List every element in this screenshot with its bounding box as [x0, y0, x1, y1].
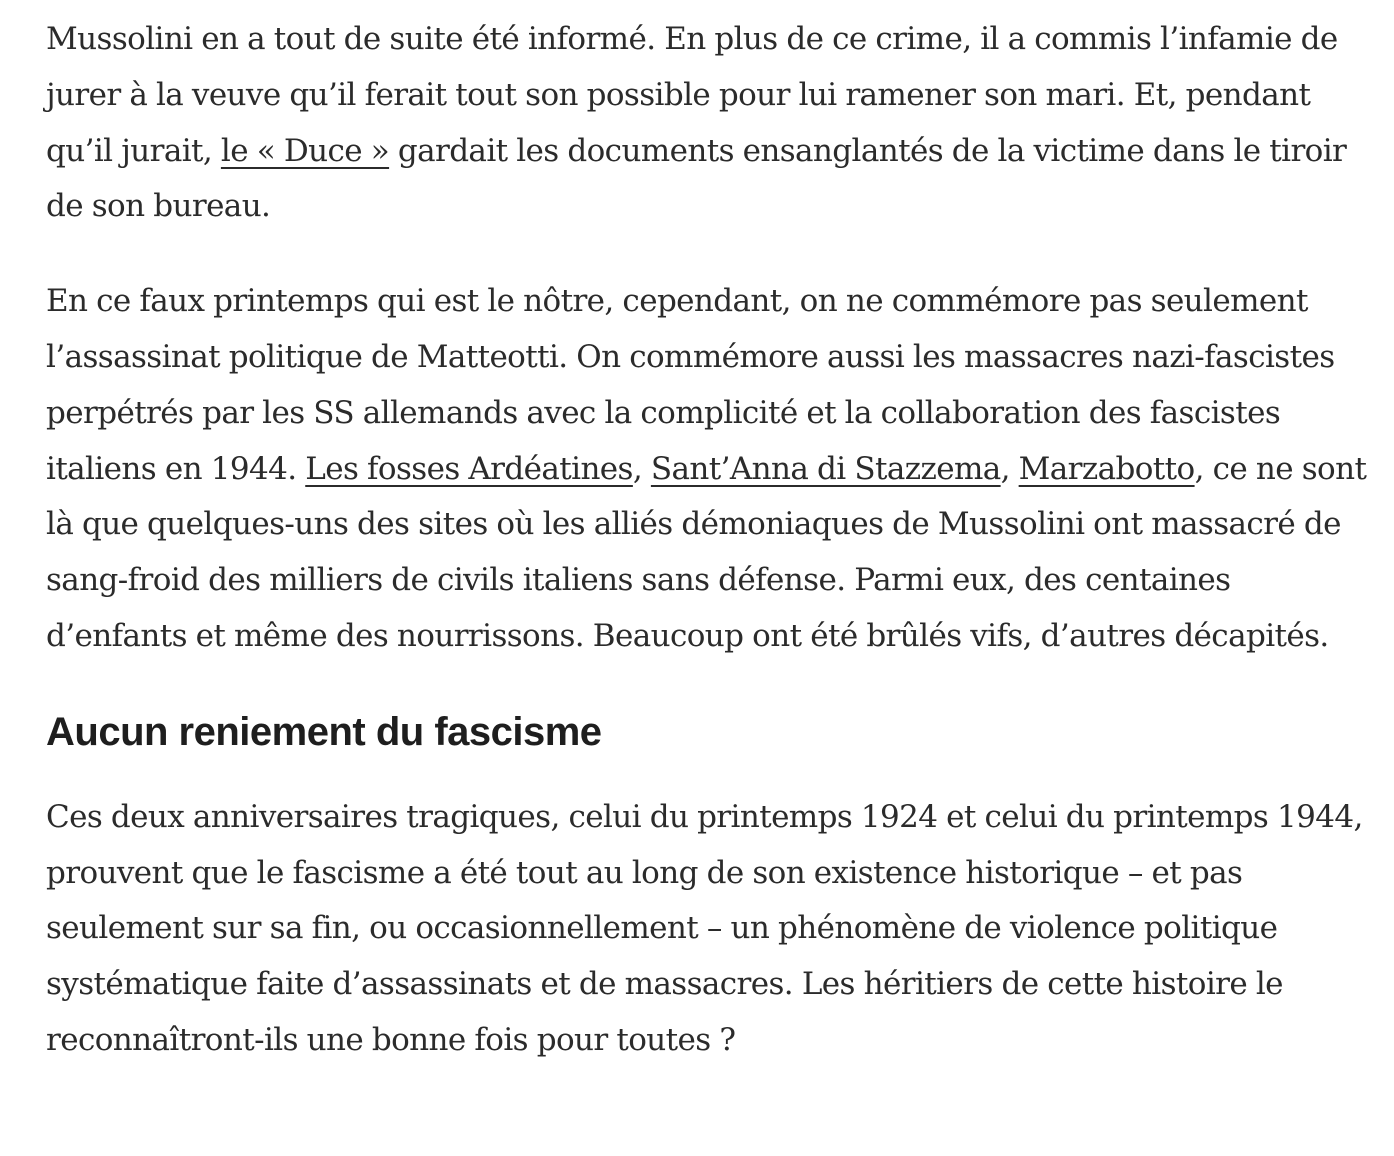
link-santanna-di-stazzema[interactable]: Sant’Anna di Stazzema [650, 450, 1001, 487]
paragraph-3 [46, 790, 1376, 1069]
article-body [46, 12, 1376, 1108]
link-marzabotto[interactable]: Marzabotto [1018, 450, 1195, 487]
separator: , [1000, 450, 1019, 487]
separator: , [632, 450, 651, 487]
paragraph-1 [46, 12, 1376, 235]
paragraph-text: gardait les documents ensanglantés de la victime dans le tiroir de son bureau. [46, 132, 1347, 225]
paragraph-text: Ces deux anniversaires tragiques, celui du printemps 1924 et celui du printemps 1944, prouvent que le fascisme a été tout au long de son existence historique – et pas seulement sur sa fin, ou occasionnellement – un phénomène de violence politique systématique faite d’assassinats et de massacres. Les héritiers de cette histoire le reconnaîtront-ils une bonne fois pour toutes ? [46, 798, 1363, 1058]
paragraph-2 [46, 274, 1376, 665]
section-heading: Aucun reniement du fascisme [46, 709, 602, 754]
paragraph-text: , ce ne sont là que quelques-uns des sites où les alliés démoniaques de Mussolini ont massacré de sang-froid des milliers de civils italiens sans défense. Parmi eux, des centaines d’enfants et même des nourrissons. Beaucoup ont été brûlés vifs, d’autres décapités. [46, 450, 1367, 654]
paragraph-text: En ce faux printemps qui est le nôtre, cependant, on ne commémore pas seulement l’assassinat politique de Matteotti. On commémore aussi les massacres nazi-fascistes perpétrés par les SS allemands avec la complicité et la collaboration des fascistes italiens en 1944. [46, 283, 1335, 487]
link-duce[interactable]: le « Duce » [220, 132, 390, 169]
paragraph-text: Mussolini en a tout de suite été informé. En plus de ce crime, il a commis l’infamie de jurer à la veuve qu’il ferait tout son possible pour lui ramener son mari. Et, pendant qu’il jurait, [46, 21, 1338, 169]
link-fosses-ardeatines[interactable]: Les fosses Ardéatines [305, 450, 633, 487]
